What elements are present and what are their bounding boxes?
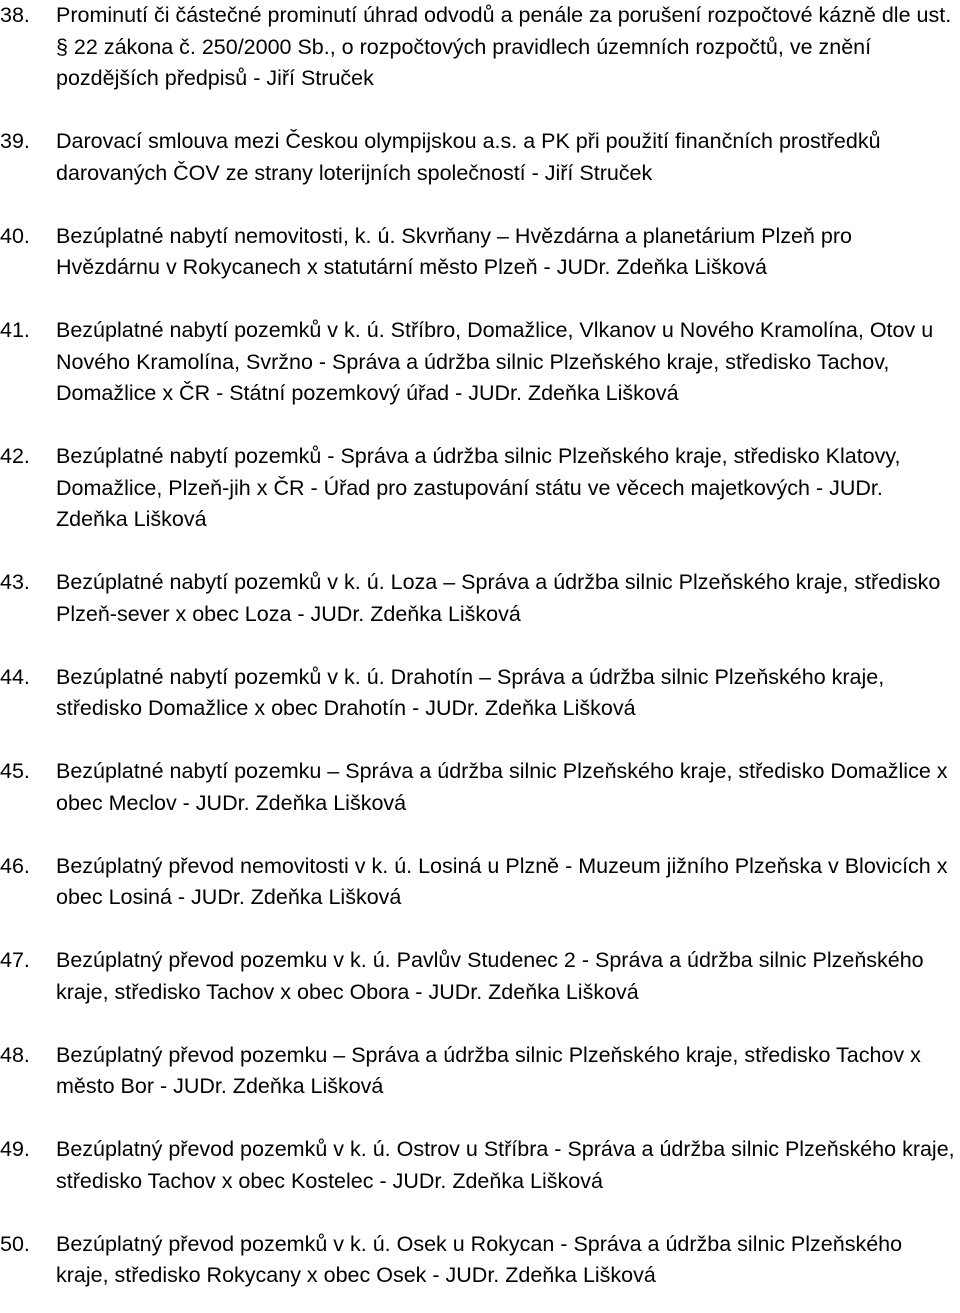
agenda-item-48	[0, 1040, 960, 1103]
item-number: 39.	[0, 129, 30, 153]
item-text: Bezúplatné nabytí pozemků v k. ú. Stříbro, Domažlice, Vlkanov u Nového Kramolína, Otov u Nového Kramolína, Svržno - Správa a údržba silnic Plzeňského kraje, středisko Tachov, Domažlice x ČR - Státní pozemkový úřad - JUDr. Zdeňka Lišková	[56, 318, 934, 405]
item-number: 46.	[0, 853, 30, 878]
item-number: 42.	[0, 444, 30, 468]
item-text: Bezúplatné nabytí pozemku – Správa a údržba silnic Plzeňského kraje, středisko Domažlice x obec Meclov - JUDr. Zdeňka Lišková	[56, 759, 948, 815]
item-text: Bezúplatný převod pozemků v k. ú. Ostrov u Stříbra - Správa a údržba silnic Plzeňského kraje, středisko Tachov x obec Kostelec - JUDr. Zdeňka Lišková	[56, 1137, 955, 1193]
item-number: 41.	[0, 318, 30, 342]
item-text: Bezúplatné nabytí pozemků v k. ú. Loza – Správa a údržba silnic Plzeňského kraje, středisko Plzeň-sever x obec Loza - JUDr. Zdeňka Lišková	[56, 570, 941, 626]
item-text: Bezúplatné nabytí nemovitosti, k. ú. Skvrňany – Hvězdárna a planetárium Plzeň pro Hvězdárnu v Rokycanech x statutární město Plzeň - JUDr. Zdeňka Lišková	[56, 223, 852, 279]
agenda-item-42	[0, 441, 960, 536]
item-number: 43.	[0, 570, 30, 594]
item-text: Bezúplatný převod pozemků v k. ú. Osek u Rokycan - Správa a údržba silnic Plzeňského kraje, středisko Rokycany x obec Osek - JUDr. Zdeňka Lišková	[56, 1231, 903, 1287]
item-number: 50.	[0, 1231, 30, 1256]
item-number: 47.	[0, 948, 30, 972]
item-number: 44.	[0, 664, 30, 689]
item-number: 38.	[0, 3, 30, 27]
agenda-item-41	[0, 315, 960, 410]
agenda-item-40	[0, 221, 960, 284]
agenda-item-46	[0, 851, 960, 914]
agenda-item-43	[0, 567, 960, 630]
item-text: Bezúplatný převod pozemku – Správa a údržba silnic Plzeňského kraje, středisko Tachov x město Bor - JUDr. Zdeňka Lišková	[56, 1042, 921, 1098]
item-text: Prominutí či částečné prominutí úhrad odvodů a penále za porušení rozpočtové kázně dle ust. § 22 zákona č. 250/2000 Sb., o rozpočtových pravidlech územních rozpočtů, ve znění pozdějších předpisů - Jiří Struček	[56, 3, 952, 90]
item-number: 49.	[0, 1137, 30, 1161]
item-text: Bezúplatné nabytí pozemků v k. ú. Drahotín – Správa a údržba silnic Plzeňského kraje, středisko Domažlice x obec Drahotín - JUDr. Zdeňka Lišková	[56, 664, 885, 720]
item-text: Bezúplatný převod pozemku v k. ú. Pavlův Studenec 2 - Správa a údržba silnic Plzeňského kraje, středisko Tachov x obec Obora - JUDr. Zdeňka Lišková	[56, 948, 924, 1004]
agenda-item-45	[0, 756, 960, 819]
item-number: 48.	[0, 1042, 30, 1067]
item-text: Bezúplatné nabytí pozemků - Správa a údržba silnic Plzeňského kraje, středisko Klatovy, Domažlice, Plzeň-jih x ČR - Úřad pro zastupování státu ve věcech majetkových - JUDr. Zdeňka Lišková	[56, 444, 901, 531]
agenda-item-50	[0, 1229, 960, 1292]
agenda-item-47	[0, 945, 960, 1008]
item-number: 40.	[0, 223, 30, 248]
agenda-item-39	[0, 126, 960, 189]
agenda-item-49	[0, 1134, 960, 1197]
item-number: 45.	[0, 759, 30, 783]
agenda-item-38	[0, 0, 960, 95]
item-text: Darovací smlouva mezi Českou olympijskou a.s. a PK při použití finančních prostředků darovaných ČOV ze strany loterijních společností - Jiří Struček	[56, 129, 881, 185]
agenda-item-44	[0, 662, 960, 725]
item-text: Bezúplatný převod nemovitosti v k. ú. Losiná u Plzně - Muzeum jižního Plzeňska v Blovicích x obec Losiná - JUDr. Zdeňka Lišková	[56, 853, 948, 909]
